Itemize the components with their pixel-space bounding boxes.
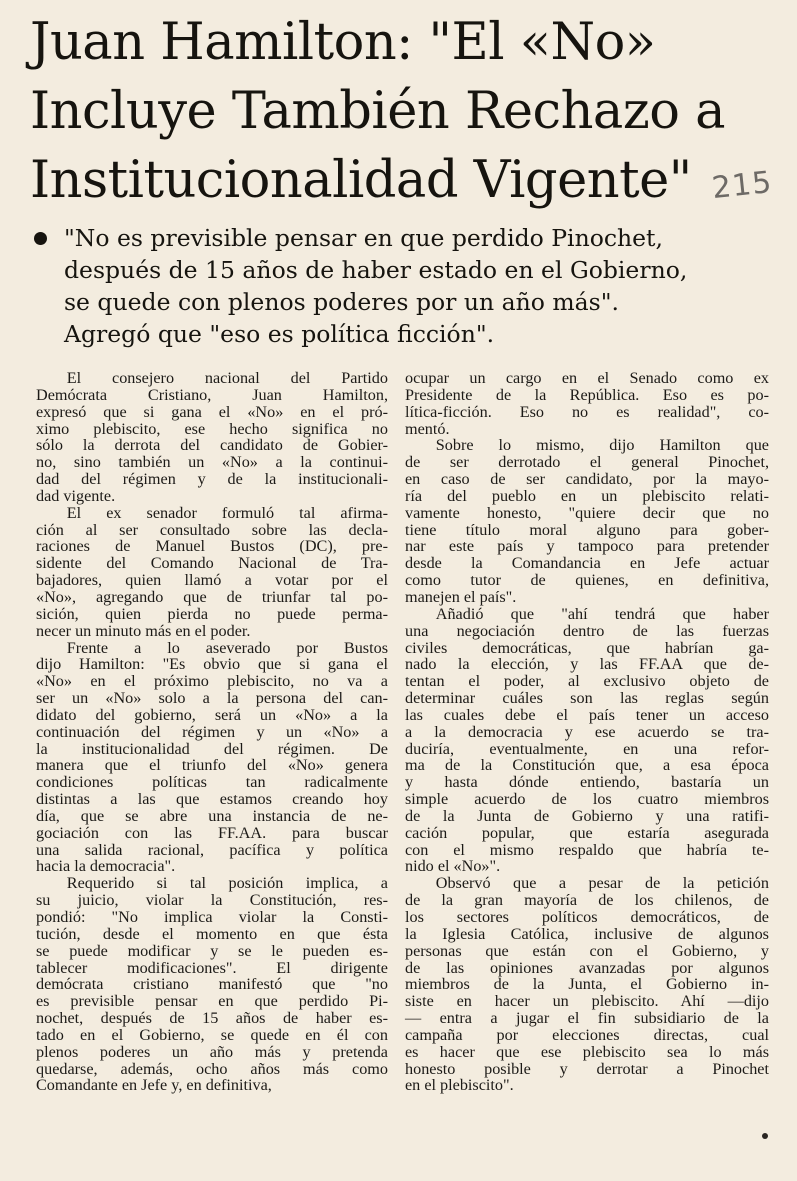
body-text-line: raciones de Manuel Bustos (DC), pre- <box>36 537 388 556</box>
body-text-line: de ser derrotado el general Pinochet, <box>405 453 769 472</box>
headline-line: Juan Hamilton: "El «No» <box>30 13 656 72</box>
body-text-line: tado en el Gobierno, se quede en él con <box>36 1025 388 1044</box>
body-text-line: como tutor de quienes, en definitiva, <box>405 571 769 590</box>
body-text-line: ma de la Constitución que, a esa época <box>405 756 769 775</box>
body-text-line: Observó que a pesar de la petición <box>435 874 769 893</box>
body-text-line: condiciones políticas tan radicalmente <box>36 773 388 792</box>
body-text-line: Sobre lo mismo, dijo Hamilton que <box>435 436 769 455</box>
body-text-line: distintas a las que estamos creando hoy <box>36 790 388 809</box>
body-text-line: la Iglesia Católica, inclusive de algunos <box>405 924 769 943</box>
headline-line: Institucionalidad Vigente" <box>30 151 692 210</box>
body-text-line: Añadió que "ahí tendrá que haber <box>435 604 769 623</box>
body-text-line: la institucionalidad del régimen. De <box>36 739 388 758</box>
body-text-line: tución, desde el momento en que ésta <box>36 924 388 943</box>
body-text-line: campaña por elecciones directas, cual <box>405 1025 769 1044</box>
end-of-article-mark <box>762 1133 768 1139</box>
subhead-quote <box>64 222 784 350</box>
body-text-line: didato del gobierno, será un «No» a la <box>36 705 388 724</box>
body-text-line: quedarse, además, ocho años más como <box>36 1059 388 1078</box>
body-text-line: simple acuerdo de los cuatro miembros <box>405 790 769 809</box>
body-text-line: dad vigente. <box>36 486 116 505</box>
body-text-line: una negociación dentro de las fuerzas <box>405 621 769 640</box>
body-text-line: en caso de ser candidato, por la mayo- <box>405 470 769 489</box>
body-text-line: a la democracia y ese acuerdo se tra- <box>405 722 769 741</box>
body-text-line: tentan el poder, al exclusivo objeto de <box>405 672 769 691</box>
body-text-line: ximo plebiscito, ese hecho significa no <box>36 419 388 438</box>
body-text-line: dad del régimen y de la institucionali- <box>36 470 388 489</box>
subhead-line: se quede con plenos poderes por un año más". <box>64 288 619 316</box>
body-text-line: civiles democráticas, que habrían ga- <box>405 638 769 657</box>
body-text-line: personas que están con el Gobierno, y <box>405 941 769 960</box>
body-text-line: hacia la democracia". <box>36 857 176 876</box>
body-text-line: sición, quien pierda no puede perma- <box>36 604 388 623</box>
body-text-line: pondió: "No implica violar la Consti- <box>36 908 388 926</box>
body-text-line: es previsible pensar en que perdido Pi- <box>36 992 388 1011</box>
body-text-line: en el plebiscito". <box>405 1076 514 1095</box>
body-text-line: de la Junta de Gobierno y una ratifi- <box>405 806 769 825</box>
body-text-line: plenos poderes un año más y pretenda <box>36 1042 388 1061</box>
body-text-line: es hacer que ese plebiscito sea lo más <box>405 1042 769 1061</box>
body-text-line: tablecer modificaciones". El dirigente <box>36 958 388 977</box>
body-text-line: bajadores, quien llamó a votar por el <box>36 571 388 590</box>
body-text-line: determinar cuáles son las reglas según <box>405 689 769 708</box>
body-text-line: lítica-ficción. Eso no es realidad", co- <box>405 402 769 421</box>
body-text-line: Presidente de la República. Eso es po- <box>405 385 769 404</box>
body-text-line: sidente del Comando Nacional de Tra- <box>36 554 388 573</box>
body-text-line: y hasta dónde entiendo, bastaría un <box>405 773 769 792</box>
body-text-line: continuación del régimen y un «No» a <box>36 722 388 741</box>
subhead-line: Agregó que "eso es política ficción". <box>64 320 495 348</box>
body-text-line: manejen el país". <box>405 587 517 606</box>
body-text-line: vamente honesto, "quiere decir que no <box>405 503 769 522</box>
body-text-line: dijo Hamilton: "Es obvio que si gana el <box>36 655 388 674</box>
body-text-line: nido el «No»". <box>405 857 501 876</box>
body-text-line: tiene título moral alguno para gober- <box>405 520 769 539</box>
body-text-line: con el mismo respaldo que habría te- <box>405 840 769 859</box>
body-text-line: manera que el triunfo del «No» genera <box>36 756 388 775</box>
body-text-line: honesto posible y derrotar a Pinochet <box>405 1059 769 1078</box>
body-text-line: ocupar un cargo en el Senado como ex <box>405 369 769 387</box>
body-text-line: mentó. <box>405 419 450 438</box>
body-text-line: siste en hacer un plebiscito. Ahí —dijo <box>405 992 769 1011</box>
body-text-line: no, sino también un «No» a la continui- <box>36 453 388 472</box>
body-text-line: Requerido si tal posición implica, a <box>66 874 388 893</box>
body-text-line: de las opiniones avanzadas por algunos <box>405 958 769 977</box>
bullet-icon <box>34 232 47 245</box>
body-text-line: demócrata cristiano manifestó que "no <box>36 975 388 994</box>
body-text-line: sólo la derrota del candidato de Gobier- <box>36 436 388 455</box>
body-text-line: nar este país y tampoco para pretender <box>405 537 769 556</box>
body-text-line: Comandante en Jefe y, en definitiva, <box>36 1076 272 1095</box>
subhead-line: "No es previsible pensar en que perdido Pinochet, <box>64 224 663 252</box>
body-text-line: «No» en el próximo plebiscito, no va a <box>36 672 388 691</box>
body-column-right <box>405 370 769 1094</box>
body-text-line: — entra a jugar el fin subsidiario de la <box>405 1009 769 1028</box>
body-text-line: los sectores políticos democráticos, de <box>405 908 769 926</box>
body-text-line: El consejero nacional del Partido <box>66 369 388 387</box>
body-text-line: desde la Comandancia en Jefe actuar <box>405 554 769 573</box>
body-text-line: duciría, eventualmente, en una refor- <box>405 739 769 758</box>
body-text-line: ría del pueblo en un plebiscito relati- <box>405 486 769 505</box>
body-text-line: Frente a lo aseverado por Bustos <box>66 638 388 657</box>
body-text-line: su juicio, violar la Constitución, res- <box>36 891 388 910</box>
body-text-line: «No», agregando que de triunfar tal po- <box>36 587 388 606</box>
headline <box>30 8 770 215</box>
body-text-line: cación popular, que estaría asegurada <box>405 823 769 842</box>
body-text-line: de la gran mayoría de los chilenos, de <box>405 891 769 910</box>
body-text-line: necer un minuto más en el poder. <box>36 621 251 640</box>
body-text-line: ser un «No» solo a la persona del can- <box>36 689 388 708</box>
body-text-line: las cuales debe el país tener un acceso <box>405 705 769 724</box>
body-text-line: una salida racional, pacífica y política <box>36 840 388 859</box>
body-text-line: se puede modificar y se le pueden es- <box>36 941 388 960</box>
body-text-line: expresó que si gana el «No» en el pró- <box>36 402 388 421</box>
body-column-left <box>36 370 388 1094</box>
body-text-line: gociación con las FF.AA. para buscar <box>36 823 388 842</box>
headline-line: Incluye También Rechazo a <box>30 82 726 141</box>
body-text-line: ción al ser consultado sobre las decla- <box>36 520 388 539</box>
body-text-line: miembros de la Junta, el Gobierno in- <box>405 975 769 994</box>
subhead-line: después de 15 años de haber estado en el Gobierno, <box>64 256 688 284</box>
body-text-line: día, que se abre una instancia de ne- <box>36 806 388 825</box>
body-text-line: nochet, después de 15 años de haber es- <box>36 1009 388 1028</box>
body-text-line: nado la elección, y las FF.AA que de- <box>405 655 769 674</box>
body-text-line: El ex senador formuló tal afirma- <box>66 503 388 522</box>
handwritten-page-mark: 215 <box>710 164 774 207</box>
body-text-line: Demócrata Cristiano, Juan Hamilton, <box>36 385 388 404</box>
